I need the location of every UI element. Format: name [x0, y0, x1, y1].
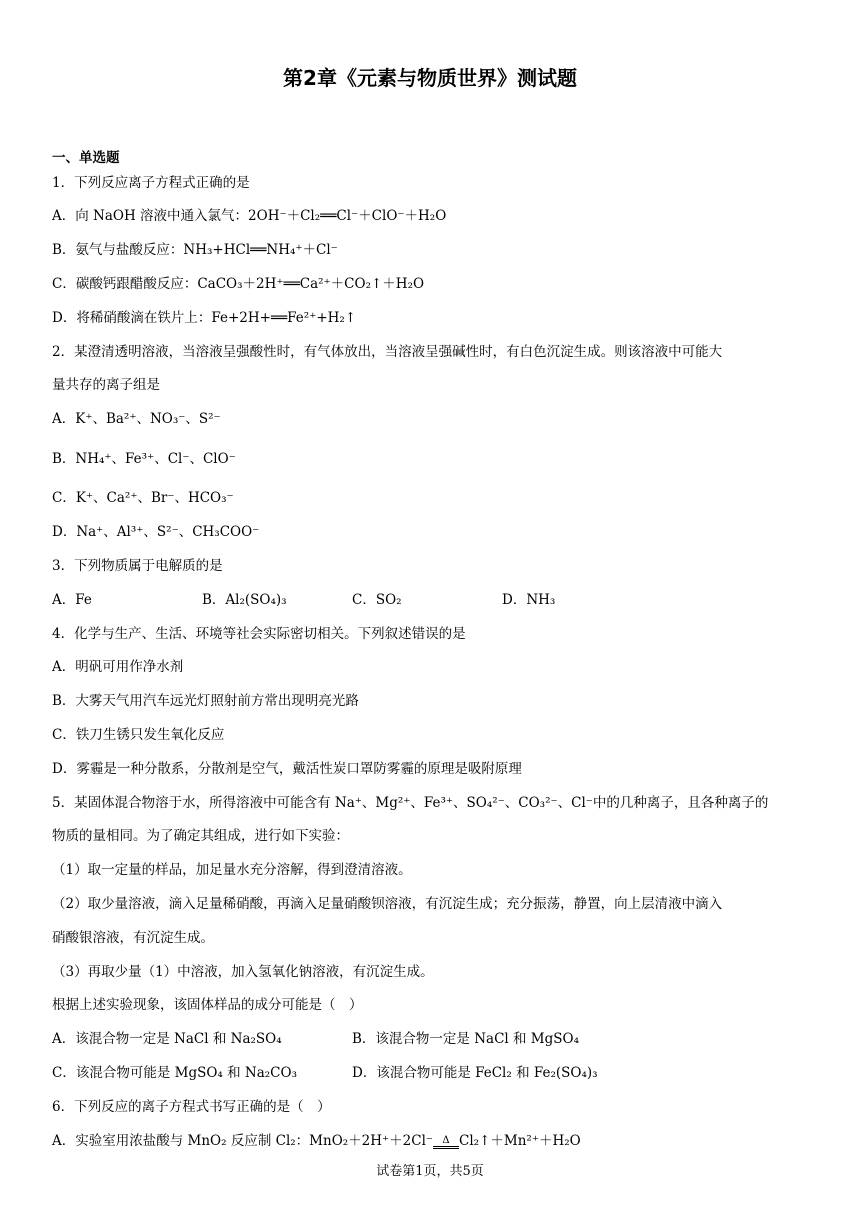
q2-option-d: D．Na⁺、Al³⁺、S²⁻、CH₃COO⁻	[52, 524, 260, 540]
q1-option-a: A．向 NaOH 溶液中通入氯气：2OH⁻＋Cl₂══Cl⁻＋ClO⁻＋H₂O	[52, 208, 447, 224]
q4-stem: 4．化学与生产、生活、环境等社会实际密切相关。下列叙述错误的是	[52, 626, 466, 642]
q6-stem: 6．下列反应的离子方程式书写正确的是（ ）	[52, 1099, 331, 1115]
q5-option-a: A．该混合物一定是 NaCl 和 Na₂SO₄	[52, 1031, 282, 1047]
q3-option-a: A．Fe	[52, 592, 92, 608]
q5-step-1: （1）取一定量的样品，加足量水充分溶解，得到澄清溶液。	[52, 862, 412, 878]
q5-option-d: D．该混合物可能是 FeCl₂ 和 Fe₂(SO₄)₃	[352, 1065, 598, 1081]
q5-stem-line2: 物质的量相同。为了确定其组成，进行如下实验：	[52, 828, 349, 844]
q4-option-d: D．雾霾是一种分散系，分散剂是空气，戴活性炭口罩防雾霾的原理是吸附原理	[52, 761, 522, 777]
q2-option-c: C．K⁺、Ca²⁺、Br⁻、HCO₃⁻	[52, 490, 234, 506]
q2-stem-line2: 量共存的离子组是	[52, 377, 160, 393]
q1-option-c: C．碳酸钙跟醋酸反应：CaCO₃＋2H⁺══Ca²⁺＋CO₂↑＋H₂O	[52, 276, 425, 292]
q2-stem-line1: 2．某澄清透明溶液，当溶液呈强酸性时，有气体放出，当溶液呈强碱性时，有白色沉淀生成。则该溶液中可能大	[52, 344, 723, 360]
q3-stem: 3．下列物质属于电解质的是	[52, 558, 223, 574]
q2-option-b: B．NH₄⁺、Fe³⁺、Cl⁻、ClO⁻	[52, 451, 236, 467]
q3-option-c: C．SO₂	[352, 592, 402, 608]
heating-condition-sign: Δ	[433, 1136, 459, 1149]
q4-option-a: A．明矾可用作净水剂	[52, 659, 184, 675]
q5-stem-line1: 5．某固体混合物溶于水，所得溶液中可能含有 Na⁺、Mg²⁺、Fe³⁺、SO₄²⁻、CO₃²⁻、Cl⁻中的几种离子，且各种离子的	[52, 795, 769, 811]
q5-question: 根据上述实验现象，该固体样品的成分可能是（ ）	[52, 997, 363, 1013]
page-title: 第2章《元素与物质世界》测试题	[283, 66, 577, 90]
q4-option-b: B．大雾天气用汽车远光灯照射前方常出现明亮光路	[52, 693, 359, 709]
q2-option-a: A．K⁺、Ba²⁺、NO₃⁻、S²⁻	[52, 411, 221, 427]
q5-option-b: B．该混合物一定是 NaCl 和 MgSO₄	[352, 1031, 579, 1047]
q5-option-c: C．该混合物可能是 MgSO₄ 和 Na₂CO₃	[52, 1065, 297, 1081]
section-heading: 一、单选题	[52, 150, 120, 166]
q3-option-d: D．NH₃	[502, 592, 556, 608]
q6-option-a-reactants: A．实验室用浓盐酸与 MnO₂ 反应制 Cl₂：MnO₂＋2H⁺＋2Cl⁻	[52, 1133, 434, 1149]
page-footer: 试卷第1页，共5页	[376, 1164, 484, 1179]
q1-stem: 1．下列反应离子方程式正确的是	[52, 175, 250, 191]
q4-option-c: C．铁刀生锈只发生氧化反应	[52, 727, 225, 743]
q6-option-a	[52, 1132, 812, 1150]
q3-option-b: B．Al₂(SO₄)₃	[202, 592, 287, 608]
q6-option-a-products: Cl₂↑＋Mn²⁺＋H₂O	[459, 1133, 581, 1149]
q5-step-3: （3）再取少量（1）中溶液，加入氢氧化钠溶液，有沉淀生成。	[52, 964, 434, 980]
q1-option-d: D．将稀硝酸滴在铁片上：Fe+2H+══Fe²⁺+H₂↑	[52, 310, 357, 326]
q5-step-2-line2: 硝酸银溶液，有沉淀生成。	[52, 930, 214, 946]
q5-step-2-line1: （2）取少量溶液，滴入足量稀硝酸，再滴入足量硝酸钡溶液，有沉淀生成；充分振荡，静置，向上层清液中滴入	[52, 896, 723, 912]
q1-option-b: B．氨气与盐酸反应：NH₃+HCl══NH₄⁺＋Cl⁻	[52, 242, 338, 258]
